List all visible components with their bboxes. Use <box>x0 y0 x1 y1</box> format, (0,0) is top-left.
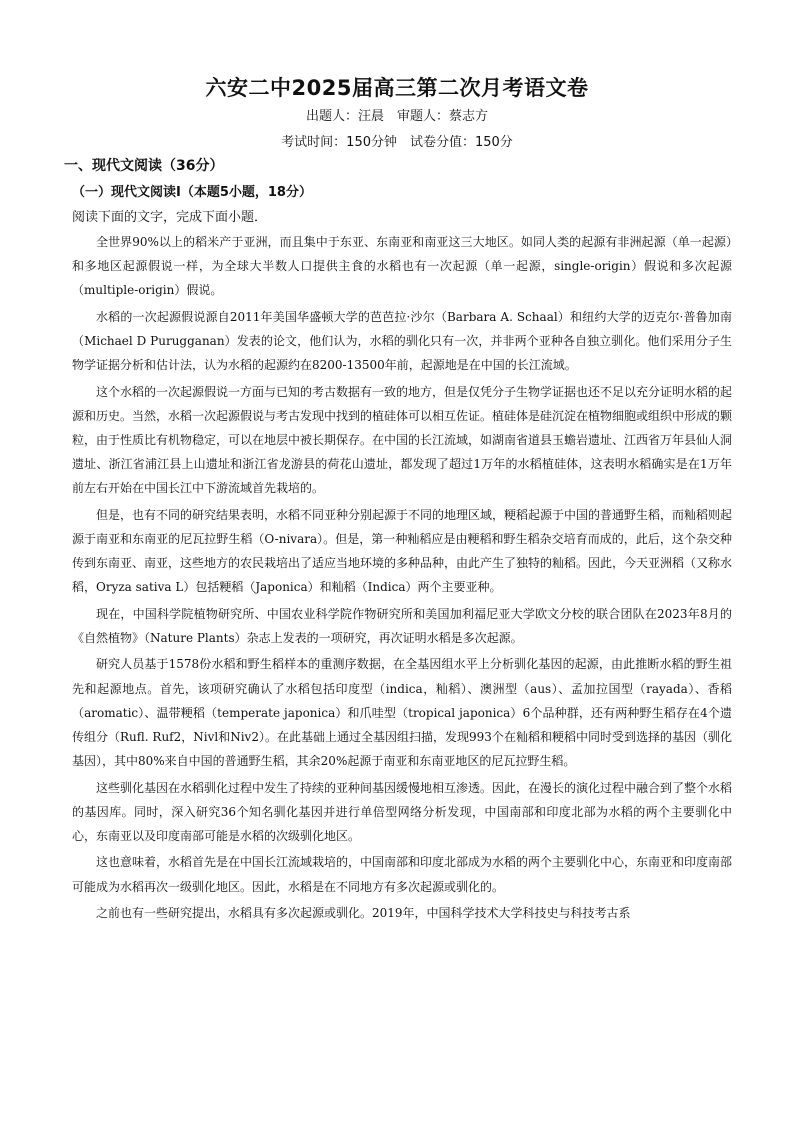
passage-paragraph: 研究人员基于1578份水稻和野生稻样本的重测序数据，在全基因组水平上分析驯化基因的起源，由此推断水稻的野生祖先和起源地点。首先，该项研究确认了水稻包括印度型（indica，籼稻）、澳洲型（aus）、孟加拉国型（rayada）、香稻（aromatic）、温带粳稻（temperate japonica）和爪哇型（tropical japonica）6个品种群，还有两种野生稻存在4个遗传组分（Rufl. Ruf2，Nivl和Niv2）。在此基础上通过全基因组扫描，发现993个在籼稻和粳稻中同时受到选择的基因（驯化基因），其中80%来自中国的普通野生稻，其余20%起源于南亚和东南亚地区的尼瓦拉野生稻。 <box>72 657 732 769</box>
passage-paragraph: 之前也有一些研究提出，水稻具有多次起源或驯化。2019年，中国科学技术大学科技史与科技考古系 <box>96 905 631 920</box>
passage-paragraph: 这也意味着，水稻首先是在中国长江流域栽培的，中国南部和印度北部成为水稻的两个主要驯化中心，东南亚和印度南部可能成为水稻再次一级驯化地区。因此，水稻是在不同地方有多次起源或驯化的。 <box>72 855 733 894</box>
passage-paragraph: 这个水稻的一次起源假说一方面与已知的考古数据有一致的地方，但是仅凭分子生物学证据也还不足以充分证明水稻的起源和历史。当然，水稻一次起源假说与考古发现中找到的植硅体可以相互佐证。植硅体是硅沉淀在植物细胞或组织中形成的颗粒，由于性质比有机物稳定，可以在地层中被长期保存。在中国的长江流域，如湖南省道县玉蟾岩遗址、江西省万年县仙人洞遗址、浙江省浦江县上山遗址和浙江省龙游县的荷花山遗址，都发现了超过1万年的水稻植硅体，这表明水稻确实是在1万年前左右开始在中国长江中下游流域首先栽培的。 <box>72 384 733 496</box>
exam-title: 六安二中2025届高三第二次月考语文卷 <box>205 76 589 100</box>
passage-paragraph: 这些驯化基因在水稻驯化过程中发生了持续的亚种间基因缓慢地相互渗透。因此，在漫长的演化过程中融合到了整个水稻的基因库。同时，深入研究36个知名驯化基因并进行单倍型网络分析发现，中国南部和印度北部为水稻的两个主要驯化中心，东南亚以及印度南部可能是水稻的次级驯化地区。 <box>72 780 733 843</box>
exam-info: 考试时间：150分钟 试卷分值：150分 <box>281 135 513 150</box>
subsection-heading: （一）现代文阅读Ⅰ（本题5小题，18分） <box>72 185 312 200</box>
passage-paragraph: 但是，也有不同的研究结果表明，水稻不同亚种分别起源于不同的地理区域，粳稻起源于中国的普通野生稻，而籼稻则起源于南亚和东南亚的尼瓦拉野生稻（O-nivara）。但是，第一种籼稻应是由粳稻和野生稻杂交培育而成的，此后，这个杂交种传到东南亚、南亚，这些地方的农民栽培出了适应当地环境的多种品种，由此产生了独特的籼稻。因此，今天亚洲稻（又称水稻，Oryza sativa L）包括粳稻（Japonica）和籼稻（Indica）两个主要亚种。 <box>72 507 733 595</box>
reading-instruction: 阅读下面的文字，完成下面小题． <box>72 210 268 225</box>
exam-authors: 出题人：汪晨 审题人：蔡志方 <box>305 109 488 124</box>
passage-paragraph: 水稻的一次起源假说源自2011年美国华盛顿大学的芭芭拉·沙尔（Barbara A. Schaal）和纽约大学的迈克尔·普鲁加南（Michael D Purugganan）发表的论文，他们认为，水稻的驯化只有一次，并非两个亚种各自独立驯化。他们采用分子生物学证据分析和估计法，认为水稻的起源约在8200-13500年前，起源地是在中国的长江流域。 <box>72 309 732 373</box>
passage-paragraph: 现在，中国科学院植物研究所、中国农业科学院作物研究所和美国加利福尼亚大学欧文分校的联合团队在2023年8月的《自然植物》（Nature Plants）杂志上发表的一项研究，再次证明水稻是多次起源。 <box>72 606 732 645</box>
section-heading: 一、现代文阅读（36分） <box>64 158 224 174</box>
reading-passage <box>72 230 732 927</box>
passage-paragraph: 全世界90%以上的稻米产于亚洲，而且集中于东亚、东南亚和南亚这三大地区。如同人类的起源有非洲起源（单一起源）和多地区起源假说一样，为全球大半数人口提供主食的水稻也有一次起源（单一起源，single-origin）假说和多次起源（multiple-origin）假说。 <box>72 235 732 298</box>
